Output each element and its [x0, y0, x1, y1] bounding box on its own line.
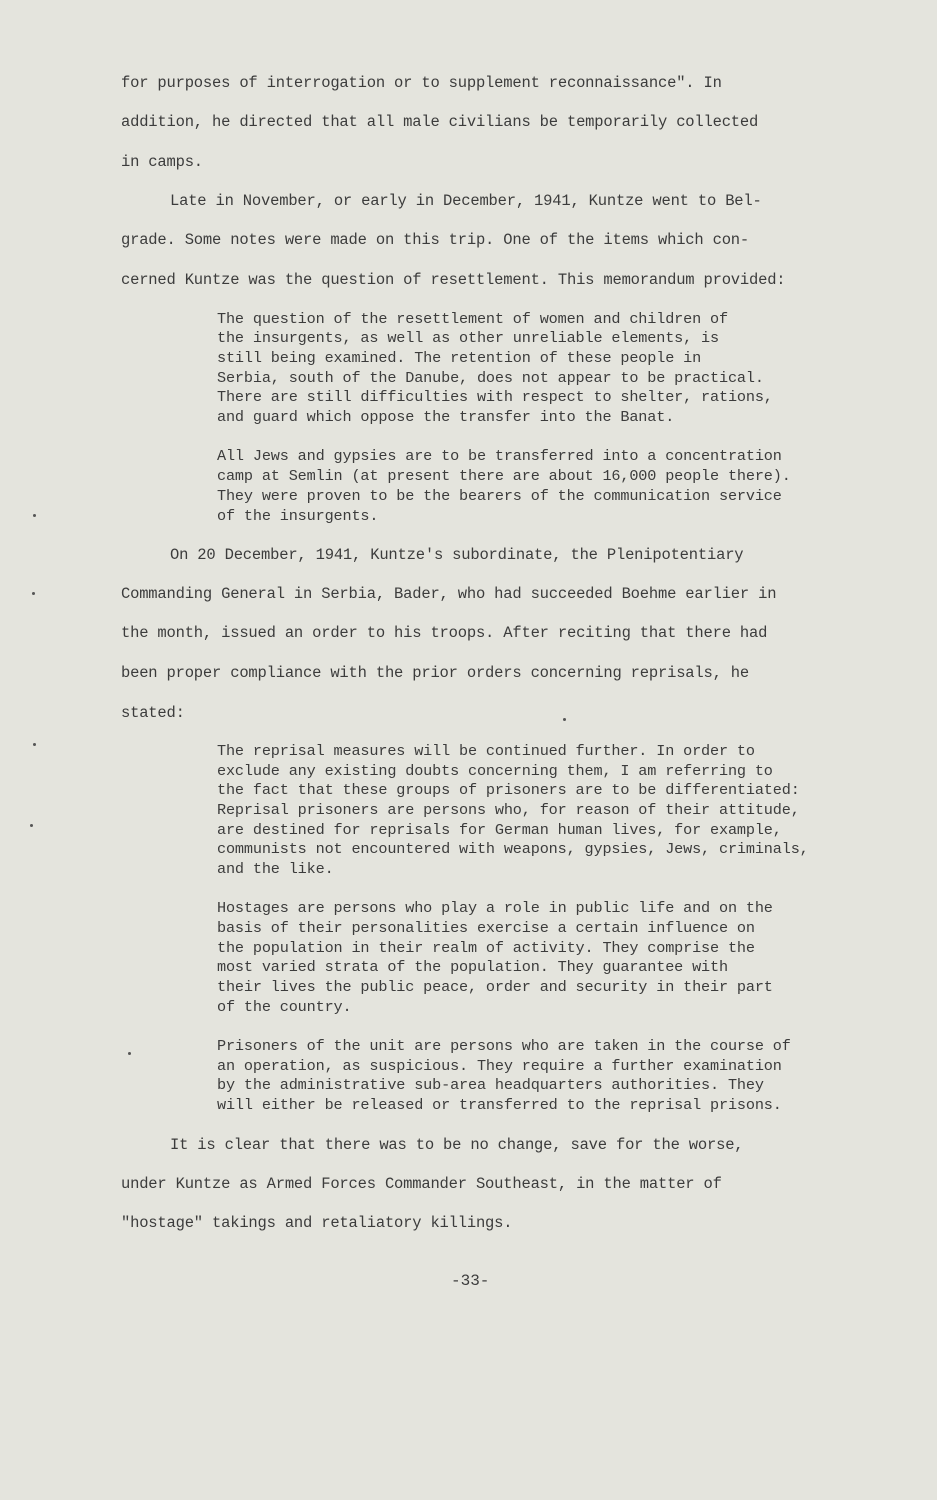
quote-line: and guard which oppose the transfer into the Banat. — [217, 408, 675, 426]
text-line: addition, he directed that all male civilians be temporarily collected — [121, 113, 759, 131]
text-line: It is clear that there was to be no change, save for the worse, — [170, 1136, 744, 1154]
quote-line: and the like. — [217, 860, 334, 878]
scan-speck — [563, 718, 566, 721]
scan-speck — [33, 514, 36, 517]
quote-line: of the insurgents. — [217, 507, 379, 525]
quote-line: still being examined. The retention of these people in — [217, 349, 702, 367]
quote-line: Serbia, south of the Danube, does not appear to be practical. — [217, 369, 764, 387]
quote-line: the insurgents, as well as other unreliable elements, is — [217, 329, 719, 347]
quote-line: exclude any existing doubts concerning them, I am referring to — [217, 762, 773, 780]
scan-speck — [30, 824, 33, 827]
quote-line: their lives the public peace, order and security in their part — [217, 978, 773, 996]
quote-line: are destined for reprisals for German human lives, for example, — [217, 821, 782, 839]
quote-line: basis of their personalities exercise a certain influence on — [217, 919, 755, 937]
quote-line: the population in their realm of activity. They comprise the — [217, 939, 755, 957]
text-line: for purposes of interrogation or to supplement reconnaissance". In — [121, 74, 722, 92]
quote-line: Hostages are persons who play a role in public life and on the — [217, 899, 773, 917]
quote-line: There are still difficulties with respect to shelter, rations, — [217, 388, 773, 406]
text-line: Commanding General in Serbia, Bader, who had succeeded Boehme earlier in — [121, 585, 777, 603]
scan-speck — [128, 1052, 131, 1055]
quote-line: Reprisal prisoners are persons who, for reason of their attitude, — [217, 801, 800, 819]
quote-line: an operation, as suspicious. They require a further examination — [217, 1057, 782, 1075]
text-line: in camps. — [121, 153, 203, 171]
quote-line: the fact that these groups of prisoners are to be differentiated: — [217, 781, 800, 799]
text-line: On 20 December, 1941, Kuntze's subordinate, the Plenipotentiary — [170, 546, 744, 564]
quote-line: most varied strata of the population. They guarantee with — [217, 958, 728, 976]
quote-line: of the country. — [217, 998, 352, 1016]
quote-line: camp at Semlin (at present there are about 16,000 people there). — [217, 467, 791, 485]
text-line: cerned Kuntze was the question of resettlement. This memorandum provided: — [121, 271, 786, 289]
scan-speck — [32, 592, 35, 595]
text-line: under Kuntze as Armed Forces Commander Southeast, in the matter of — [121, 1175, 722, 1193]
text-line: the month, issued an order to his troops. After reciting that there had — [121, 624, 768, 642]
page-number: -33- — [451, 1272, 490, 1290]
quote-line: They were proven to be the bearers of the communication service — [217, 487, 782, 505]
text-line: stated: — [121, 704, 185, 722]
text-line: Late in November, or early in December, 1941, Kuntze went to Bel- — [170, 192, 762, 210]
quote-line: by the administrative sub-area headquarters authorities. They — [217, 1076, 764, 1094]
quote-line: The reprisal measures will be continued further. In order to — [217, 742, 755, 760]
quote-line: communists not encountered with weapons, gypsies, Jews, criminals, — [217, 840, 809, 858]
text-line: been proper compliance with the prior orders concerning reprisals, he — [121, 664, 750, 682]
text-line: grade. Some notes were made on this trip. One of the items which con- — [121, 231, 750, 249]
scan-speck — [33, 743, 36, 746]
quote-line: Prisoners of the unit are persons who are taken in the course of — [217, 1037, 791, 1055]
quote-line: All Jews and gypsies are to be transferred into a concentration — [217, 447, 782, 465]
quote-line: The question of the resettlement of women and children of — [217, 310, 728, 328]
text-line: "hostage" takings and retaliatory killings. — [121, 1214, 513, 1232]
quote-line: will either be released or transferred to the reprisal prisons. — [217, 1096, 782, 1114]
